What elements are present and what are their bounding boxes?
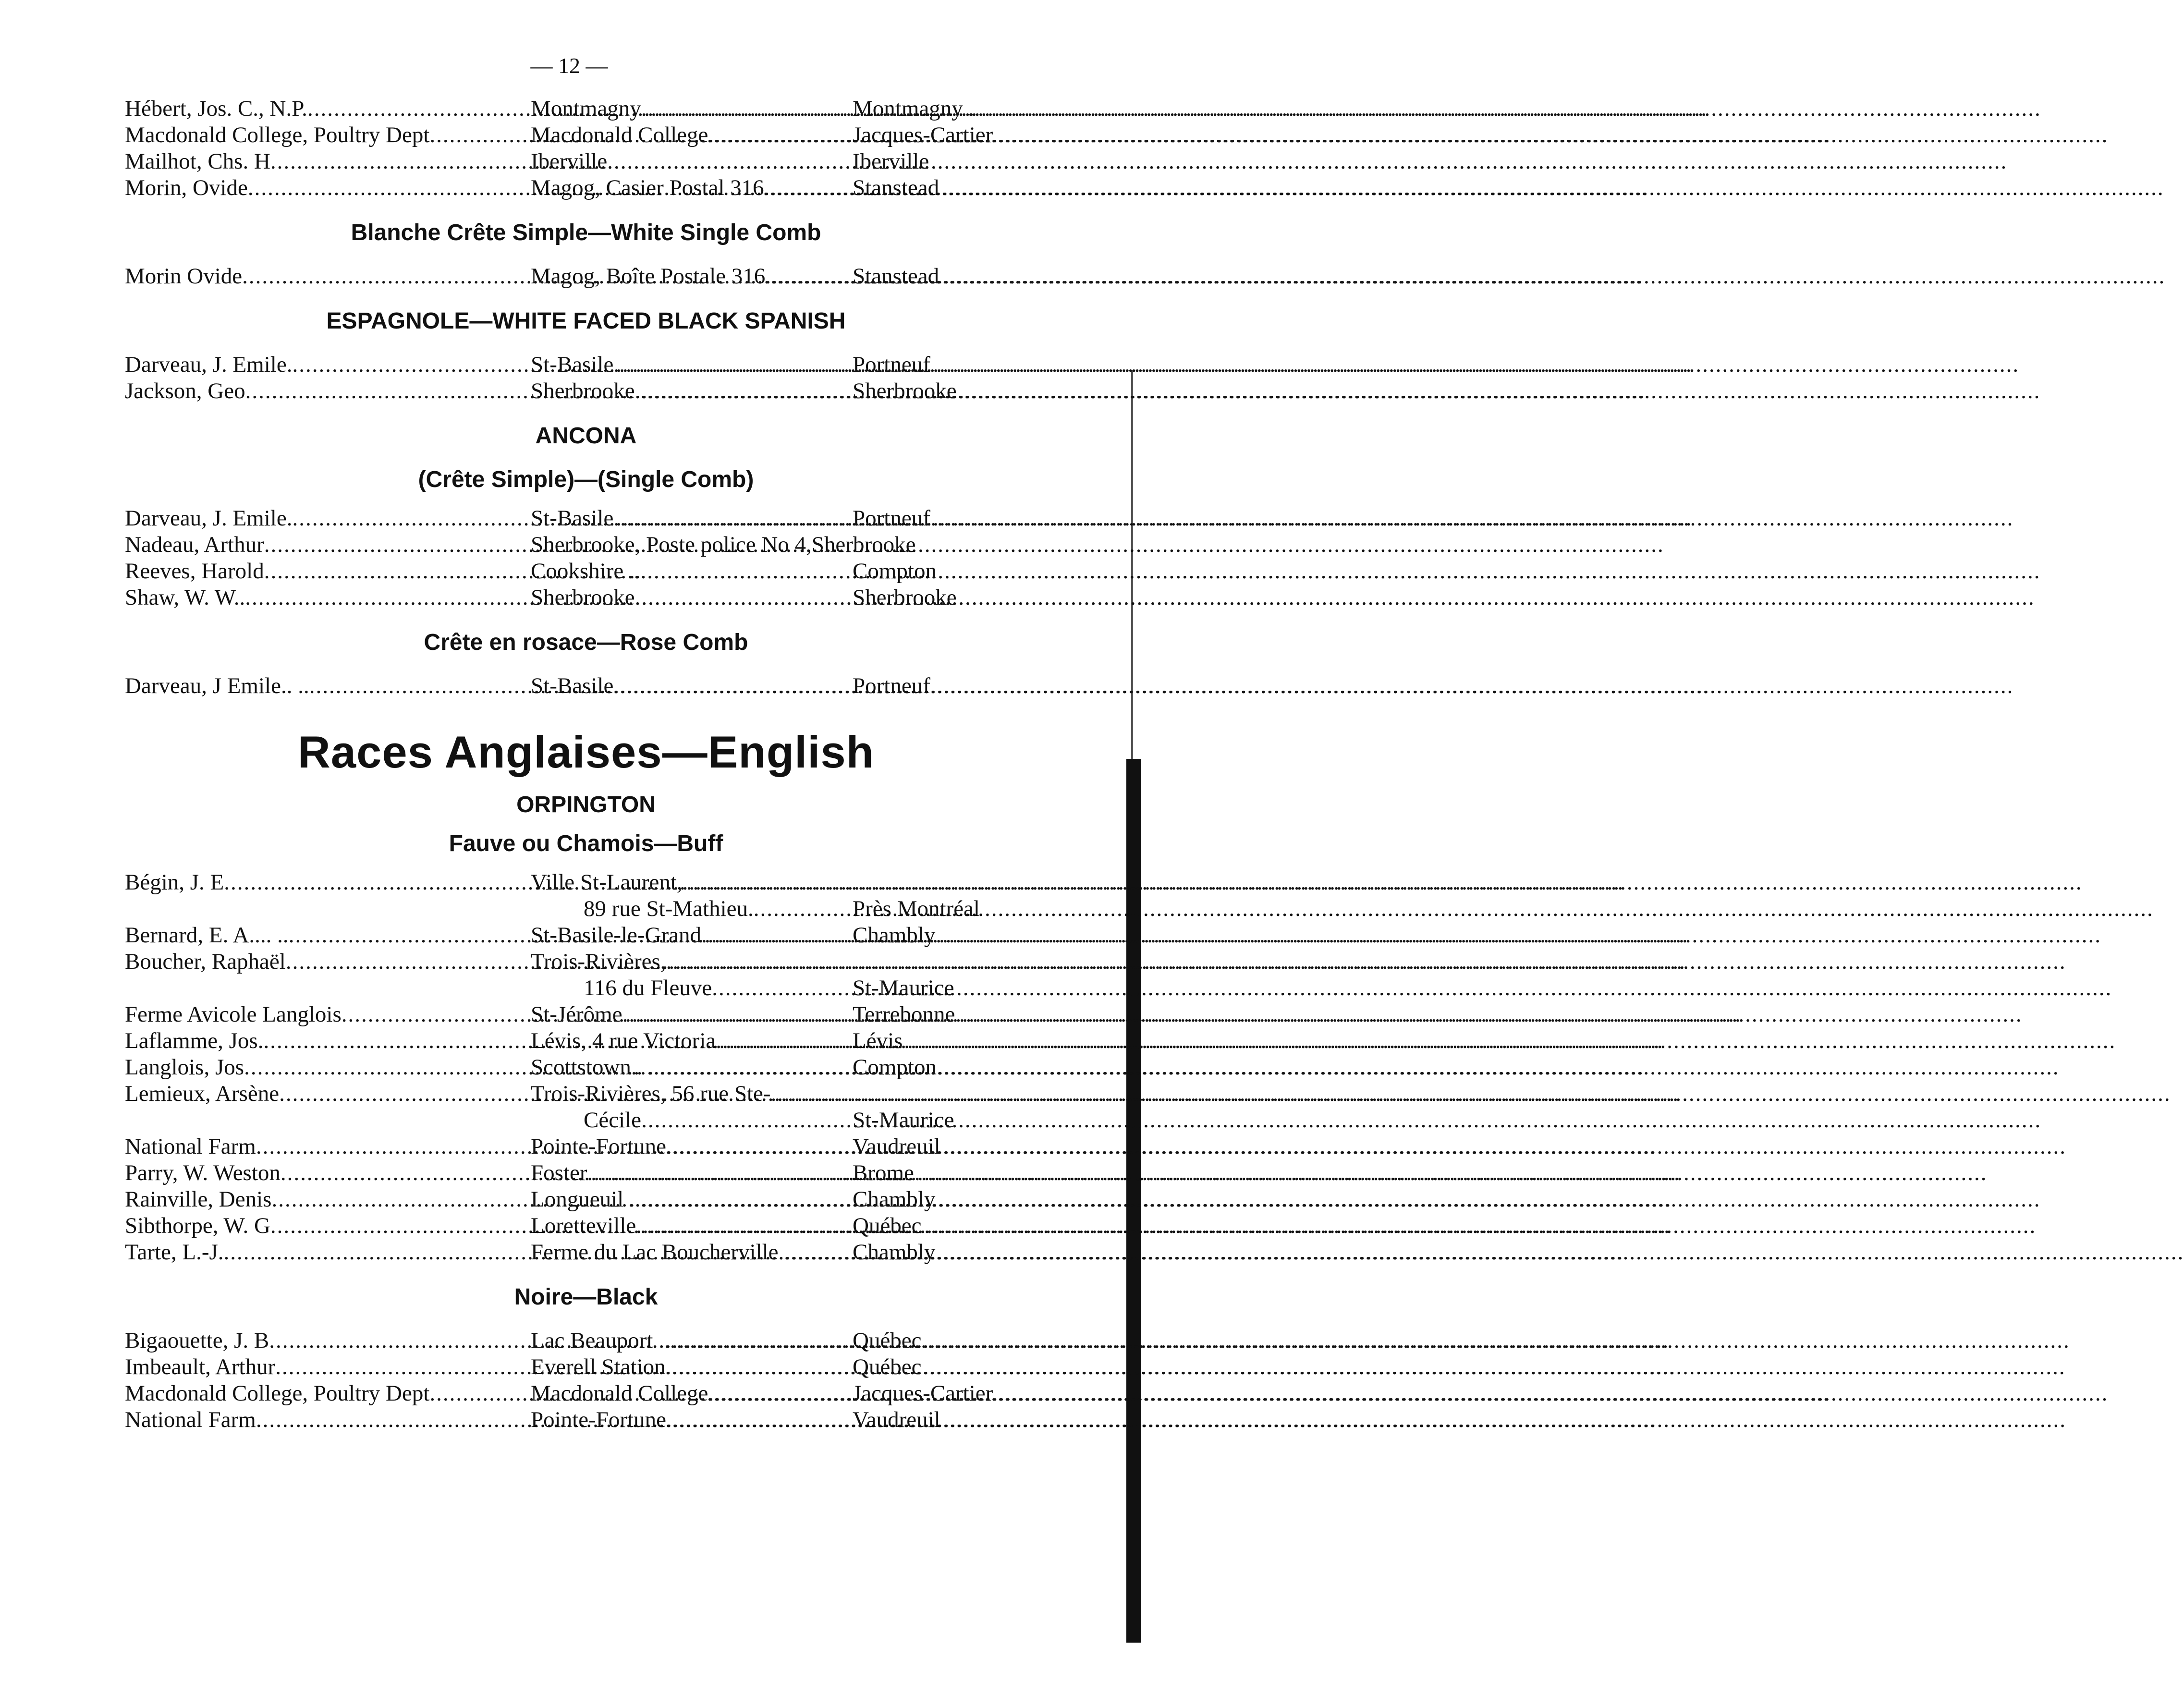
breeder-name-text: Tarte, L.-J. bbox=[125, 1240, 224, 1265]
county-text: Brome bbox=[853, 1160, 914, 1185]
black-heading: Noire—Black bbox=[514, 1284, 658, 1310]
dot-leader bbox=[957, 585, 1047, 611]
dot-leader bbox=[954, 975, 1047, 1001]
breeder-name-text: Macdonald College, Poultry Dept bbox=[125, 122, 430, 147]
locality bbox=[531, 585, 853, 611]
county bbox=[853, 1001, 1047, 1028]
locality bbox=[531, 869, 853, 896]
dot-leader bbox=[930, 352, 1047, 378]
listing-row bbox=[125, 505, 1047, 532]
locality-text: Sherbrooke, Poste police No 4,Sherbrooke bbox=[531, 532, 916, 557]
breeder-name-text: Imbeault, Arthur bbox=[125, 1354, 276, 1379]
breeder-name-text: National Farm bbox=[125, 1407, 256, 1432]
locality bbox=[531, 1328, 853, 1354]
locality bbox=[531, 922, 853, 949]
listing-row bbox=[125, 1328, 1047, 1354]
county-text: Vaudreuil bbox=[853, 1134, 940, 1159]
breeder-name-text: Sibthorpe, W. G bbox=[125, 1213, 270, 1238]
breeder-name bbox=[125, 148, 531, 175]
locality bbox=[531, 148, 853, 175]
listing-row bbox=[125, 1354, 1047, 1380]
county-text: Stanstead bbox=[853, 175, 939, 200]
locality-text: Pointe-Fortune bbox=[531, 1407, 666, 1432]
breeder-name bbox=[125, 922, 531, 949]
listing-row bbox=[125, 949, 1047, 975]
dot-leader bbox=[954, 1107, 1047, 1134]
breeder-name bbox=[125, 1134, 531, 1160]
orpington-heading: ORPINGTON bbox=[516, 792, 656, 817]
dot-leader bbox=[587, 1160, 1988, 1186]
locality bbox=[531, 673, 853, 699]
breeder-name-text: Reeves, Harold bbox=[125, 559, 264, 584]
dot-leader bbox=[640, 378, 2040, 404]
locality bbox=[531, 175, 853, 201]
locality-text: Pointe-Fortune bbox=[531, 1134, 666, 1159]
county bbox=[853, 949, 1047, 975]
breeder-name bbox=[125, 1160, 531, 1186]
locality-text: Cookshire .. bbox=[531, 559, 641, 584]
listing-row bbox=[125, 869, 1047, 896]
dot-leader bbox=[636, 1213, 2036, 1239]
county-text: Montmagny . bbox=[853, 96, 975, 121]
locality bbox=[531, 263, 853, 290]
dot-leader bbox=[922, 1328, 1047, 1354]
breeder-name-text: Rainville, Denis bbox=[125, 1187, 272, 1212]
county bbox=[853, 1186, 1047, 1213]
county-text: Vaudreuil bbox=[853, 1407, 940, 1432]
locality bbox=[531, 1213, 853, 1239]
breeder-name-text: Shaw, W. W.. bbox=[125, 585, 245, 610]
locality bbox=[531, 1186, 853, 1213]
county bbox=[853, 1134, 1047, 1160]
breeder-name bbox=[125, 96, 531, 122]
dot-leader bbox=[622, 1001, 2023, 1028]
county-text: Sherbrooke bbox=[853, 585, 957, 610]
county bbox=[853, 975, 1047, 1001]
main-heading: Races Anglaises—English bbox=[297, 727, 875, 777]
dot-leader bbox=[974, 96, 1047, 122]
dot-leader bbox=[853, 869, 1047, 896]
county-text: Stanstead bbox=[853, 264, 939, 289]
listing-row bbox=[125, 1160, 1047, 1186]
locality-continuation-text: 116 du Fleuve bbox=[584, 975, 712, 1000]
dot-leader bbox=[935, 922, 1047, 949]
listing-row bbox=[125, 96, 1047, 122]
locality bbox=[531, 1239, 853, 1266]
locality-text: Ferme du Lac Boucherville. bbox=[531, 1240, 784, 1265]
breeder-name bbox=[125, 122, 531, 148]
county-text: Portneuf bbox=[853, 352, 930, 377]
breeder-name bbox=[125, 585, 531, 611]
locality bbox=[531, 1081, 853, 1107]
breeder-name bbox=[125, 673, 531, 699]
county-text: Chambly bbox=[853, 923, 936, 948]
listing-row bbox=[125, 1239, 1047, 1266]
dot-leader bbox=[640, 1186, 2040, 1213]
county-text: Lévis bbox=[853, 1028, 903, 1053]
breeder-name bbox=[125, 949, 531, 975]
county bbox=[853, 378, 1047, 404]
dot-leader bbox=[922, 1213, 1047, 1239]
county bbox=[853, 122, 1047, 148]
locality-text: Scottstown.. .. bbox=[531, 1055, 659, 1080]
breed-sections bbox=[125, 96, 1047, 699]
locality-text: Trois-Rivières, bbox=[531, 949, 666, 974]
county-text: Jacques-Cartier bbox=[853, 1381, 993, 1406]
locality-text: St-Basile. bbox=[531, 352, 620, 377]
county bbox=[853, 1239, 1047, 1266]
listing-row-continuation bbox=[125, 975, 1047, 1001]
locality bbox=[531, 1001, 853, 1028]
county-text: Portneuf bbox=[853, 506, 930, 531]
breeder-name-text: Boucher, Raphaël bbox=[125, 949, 286, 974]
county-text: Chambly bbox=[853, 1187, 936, 1212]
listing-row bbox=[125, 1028, 1047, 1054]
listing-row bbox=[125, 1134, 1047, 1160]
county bbox=[853, 1054, 1047, 1081]
breeder-name bbox=[125, 1028, 531, 1054]
locality-text: Montmagny bbox=[531, 96, 641, 121]
listing-row bbox=[125, 122, 1047, 148]
locality-text: Loretteville bbox=[531, 1213, 636, 1238]
locality-text: Foster bbox=[531, 1160, 587, 1185]
listing-row bbox=[125, 352, 1047, 378]
section-heading: ESPAGNOLE—WHITE FACED BLACK SPANISH bbox=[326, 308, 846, 334]
locality-text: Longueuil .. bbox=[531, 1187, 641, 1212]
locality-continuation bbox=[531, 975, 853, 1001]
county bbox=[853, 263, 1047, 290]
listing-row-continuation bbox=[125, 896, 1047, 922]
county bbox=[853, 1107, 1047, 1134]
breeder-name bbox=[125, 352, 531, 378]
breeder-name-text: Bernard, E. A.... .. bbox=[125, 923, 289, 948]
county-text: Compton bbox=[853, 1055, 937, 1080]
locality bbox=[531, 1160, 853, 1186]
locality-text: Trois-Rivières, 56 rue Ste- bbox=[531, 1081, 771, 1106]
locality-text: Macdonald College bbox=[531, 1381, 708, 1406]
section-heading: Blanche Crête Simple—White Single Comb bbox=[351, 220, 821, 245]
listing-row bbox=[125, 1213, 1047, 1239]
locality-text: St-Basile bbox=[531, 506, 614, 531]
dot-leader bbox=[937, 1054, 1047, 1081]
dot-leader bbox=[903, 1028, 1047, 1054]
breeder-name bbox=[125, 1239, 531, 1266]
breeder-name bbox=[125, 1328, 531, 1354]
breeder-name bbox=[125, 532, 531, 558]
county-text: Québec bbox=[853, 1328, 922, 1353]
locality-text: Ville St-Laurent, bbox=[531, 870, 683, 895]
locality bbox=[531, 1134, 853, 1160]
dot-leader bbox=[607, 148, 2007, 175]
dot-leader bbox=[935, 1186, 1047, 1213]
locality bbox=[531, 949, 853, 975]
breeder-name bbox=[125, 505, 531, 532]
county bbox=[853, 1213, 1047, 1239]
breeder-name-text: Bigaouette, J. B bbox=[125, 1328, 269, 1353]
county-text: Sherbrooke bbox=[853, 378, 957, 403]
listing-row bbox=[125, 558, 1047, 585]
locality-text: St-Basile bbox=[531, 673, 614, 698]
locality-text: St-Basile-le-Grand bbox=[531, 923, 702, 948]
dot-leader bbox=[641, 1107, 2041, 1134]
breeder-name-text: Laflamme, Jos. bbox=[125, 1028, 264, 1053]
dot-leader bbox=[955, 1001, 1047, 1028]
county bbox=[853, 352, 1047, 378]
locality-text: St-Jérôme bbox=[531, 1002, 622, 1027]
listing-row bbox=[125, 148, 1047, 175]
breeder-name-text: Morin, Ovide bbox=[125, 175, 248, 200]
locality-continuation-text: Cécile bbox=[584, 1108, 642, 1133]
dot-leader bbox=[930, 505, 1047, 532]
breeder-name-text: Darveau, J Emile.. .. bbox=[125, 673, 309, 698]
county bbox=[853, 532, 1047, 558]
dot-leader bbox=[914, 1160, 1047, 1186]
locality-text: Lac Beauport .. bbox=[531, 1328, 670, 1353]
dot-leader bbox=[641, 96, 2041, 122]
locality-text: Everell Station bbox=[531, 1354, 666, 1379]
buff-list bbox=[125, 869, 1047, 1266]
county-text: Portneuf bbox=[853, 673, 930, 698]
county bbox=[853, 1160, 1047, 1186]
breeder-name-text: Parry, W. Weston bbox=[125, 1160, 281, 1185]
locality bbox=[531, 1407, 853, 1433]
breeder-name-text: Nadeau, Arthur bbox=[125, 532, 264, 557]
listing-row-continuation bbox=[125, 1107, 1047, 1134]
dot-leader bbox=[853, 532, 1047, 558]
county bbox=[853, 96, 1047, 122]
section-heading: Crête en rosace—Rose Comb bbox=[424, 630, 748, 655]
listing-row bbox=[125, 532, 1047, 558]
dot-leader bbox=[940, 1134, 1047, 1160]
breeder-name-text: Darveau, J. Emile. bbox=[125, 506, 293, 531]
county-text: Québec bbox=[853, 1213, 922, 1238]
locality bbox=[531, 1354, 853, 1380]
section-heading: ANCONA bbox=[535, 423, 637, 449]
listing-row bbox=[125, 922, 1047, 949]
document-page bbox=[125, 53, 1047, 1433]
dot-leader bbox=[640, 558, 2040, 585]
locality bbox=[531, 505, 853, 532]
breeder-name bbox=[125, 1054, 531, 1081]
county bbox=[853, 585, 1047, 611]
breeder-name bbox=[125, 1354, 531, 1380]
breeder-name bbox=[125, 1380, 531, 1407]
page-number: — 12 — bbox=[530, 53, 608, 78]
locality-continuation bbox=[531, 1107, 853, 1134]
breeder-name bbox=[125, 1001, 531, 1028]
county bbox=[853, 1354, 1047, 1380]
breeder-name bbox=[125, 175, 531, 201]
breeder-name-text: Bégin, J. E bbox=[125, 870, 224, 895]
section-subheading: (Crête Simple)—(Single Comb) bbox=[418, 467, 754, 492]
dot-leader bbox=[993, 122, 1047, 148]
listing-row bbox=[125, 673, 1047, 699]
breeder-name bbox=[125, 263, 531, 290]
breeder-name-text: Jackson, Geo bbox=[125, 378, 245, 403]
locality bbox=[531, 122, 853, 148]
breeder-name-text: Darveau, J. Emile. bbox=[125, 352, 293, 377]
breeder-name-text: Ferme Avicole Langlois bbox=[125, 1002, 342, 1027]
dot-leader bbox=[940, 1407, 1047, 1433]
blank-cell bbox=[125, 975, 531, 1001]
dot-leader bbox=[853, 949, 1047, 975]
black-list bbox=[125, 1328, 1047, 1433]
locality-text: Magog, Casier Postal 316 bbox=[531, 175, 764, 200]
county bbox=[853, 175, 1047, 201]
county bbox=[853, 922, 1047, 949]
dot-leader bbox=[957, 378, 1047, 404]
breeder-name bbox=[125, 378, 531, 404]
dot-leader bbox=[619, 352, 2019, 378]
breeder-name bbox=[125, 869, 531, 896]
county bbox=[853, 1081, 1047, 1107]
locality-text: Macdonald College bbox=[531, 122, 708, 147]
county-text: Iberville bbox=[853, 149, 929, 174]
breeder-name bbox=[125, 1407, 531, 1433]
locality bbox=[531, 558, 853, 585]
county-text: Près Montréal bbox=[853, 896, 980, 921]
dot-leader bbox=[939, 175, 1047, 201]
county-text: St-Maurice bbox=[853, 1108, 954, 1133]
locality bbox=[531, 1380, 853, 1407]
listing-row bbox=[125, 1081, 1047, 1107]
county-text: Compton bbox=[853, 559, 937, 584]
locality bbox=[531, 96, 853, 122]
listing-row bbox=[125, 378, 1047, 404]
county-text: Terrebonne bbox=[853, 1002, 955, 1027]
listing-row bbox=[125, 1054, 1047, 1081]
dot-leader bbox=[993, 1380, 1047, 1407]
county-text: St-Maurice bbox=[853, 975, 954, 1000]
locality-text: Sherbrooke bbox=[531, 585, 635, 610]
locality bbox=[531, 1054, 853, 1081]
dot-leader bbox=[929, 148, 1047, 175]
county-text: Québec bbox=[853, 1354, 922, 1379]
county bbox=[853, 869, 1047, 896]
dot-leader bbox=[939, 263, 1047, 290]
breeder-name bbox=[125, 558, 531, 585]
breeder-name-text: Hébert, Jos. C., N.P. bbox=[125, 96, 307, 121]
county bbox=[853, 1328, 1047, 1354]
county bbox=[853, 505, 1047, 532]
county bbox=[853, 558, 1047, 585]
breeder-name bbox=[125, 1213, 531, 1239]
locality bbox=[531, 352, 853, 378]
breeder-name-text: Lemieux, Arsène bbox=[125, 1081, 280, 1106]
breeder-name bbox=[125, 1186, 531, 1213]
listing-row bbox=[125, 1186, 1047, 1213]
breeder-name bbox=[125, 1081, 531, 1107]
buff-heading: Fauve ou Chamois—Buff bbox=[449, 831, 723, 856]
dot-leader bbox=[613, 673, 2013, 699]
county bbox=[853, 1380, 1047, 1407]
locality bbox=[531, 532, 916, 558]
listing-row bbox=[125, 1001, 1047, 1028]
dot-leader bbox=[922, 1354, 1047, 1380]
locality bbox=[531, 378, 853, 404]
listing-row bbox=[125, 175, 1047, 201]
breeder-name-text: Mailhot, Chs. H bbox=[125, 149, 270, 174]
dot-leader bbox=[853, 1081, 1047, 1107]
dot-leader bbox=[613, 505, 2013, 532]
listing-row bbox=[125, 1407, 1047, 1433]
dot-leader bbox=[930, 673, 1047, 699]
listing-row bbox=[125, 1380, 1047, 1407]
locality bbox=[531, 1028, 853, 1054]
dot-leader bbox=[635, 585, 2035, 611]
dot-leader bbox=[935, 1239, 1047, 1266]
county bbox=[853, 896, 1047, 922]
county-text: Chambly bbox=[853, 1240, 936, 1265]
locality-continuation bbox=[531, 896, 853, 922]
dot-leader bbox=[980, 896, 1047, 922]
blank-cell bbox=[125, 1107, 531, 1134]
county bbox=[853, 1028, 1047, 1054]
breeder-name-text: Macdonald College, Poultry Dept bbox=[125, 1381, 430, 1406]
dot-leader bbox=[937, 558, 1047, 585]
locality-text: Magog, Boîte Postale 316 bbox=[531, 264, 766, 289]
breeder-name-text: Langlois, Jos bbox=[125, 1055, 244, 1080]
listing-row bbox=[125, 263, 1047, 290]
locality-text: Lévis, 4 rue Victoria bbox=[531, 1028, 716, 1053]
blank-cell bbox=[125, 896, 531, 922]
breeder-name-text: Morin Ovide bbox=[125, 264, 243, 289]
county bbox=[853, 1407, 1047, 1433]
breeder-name-text: National Farm bbox=[125, 1134, 256, 1159]
locality-text: Sherbrooke. bbox=[531, 378, 641, 403]
locality-continuation-text: 89 rue St-Mathieu. bbox=[584, 896, 754, 921]
listing-row bbox=[125, 585, 1047, 611]
county bbox=[853, 673, 1047, 699]
locality-text: Iberville bbox=[531, 149, 608, 174]
county-text: Jacques-Cartier bbox=[853, 122, 993, 147]
county bbox=[853, 148, 1047, 175]
